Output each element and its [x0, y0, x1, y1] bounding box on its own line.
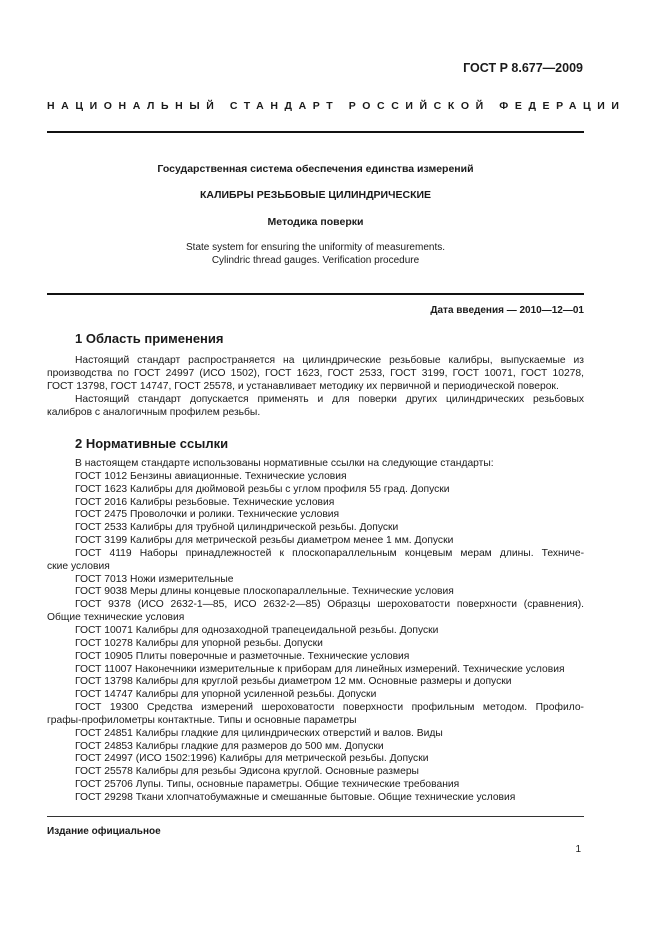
- national-standard-banner: НАЦИОНАЛЬНЫЙ СТАНДАРТ РОССИЙСКОЙ ФЕДЕРАЦИИ: [47, 100, 626, 112]
- reference-item: ГОСТ 24853 Калибры гладкие для размеров до 500 мм. Допуски: [75, 740, 384, 752]
- normative-references-list: [47, 458, 584, 805]
- reference-item: ГОСТ 7013 Ножи измерительные: [75, 573, 234, 585]
- reference-item: ГОСТ 1623 Калибры для дюймовой резьбы с углом профиля 55 град. Допуски: [75, 483, 450, 495]
- reference-item-continuation: графы-профилометры контактные. Типы и основные параметры: [47, 714, 357, 726]
- reference-item-continuation: Общие технические условия: [47, 612, 185, 624]
- reference-item: ГОСТ 29298 Ткани хлопчатобумажные и смешанные бытовые. Общие технические условия: [75, 791, 516, 803]
- reference-item-continuation: ские условия: [47, 560, 110, 572]
- reference-item: ГОСТ 10071 Калибры для однозаходной трапецеидальной резьбы. Допуски: [75, 624, 439, 636]
- footer-rule: [47, 816, 584, 817]
- reference-item: ГОСТ 13798 Калибры для круглой резьбы диаметром 12 мм. Основные размеры и допуски: [75, 676, 512, 688]
- text-line: калибров с аналогичным профилем резьбы.: [47, 407, 261, 418]
- section-1-paragraph-2: [47, 393, 584, 419]
- reference-item: ГОСТ 1012 Бензины авиационные. Технические условия: [75, 470, 347, 482]
- document-code: ГОСТ Р 8.677—2009: [463, 61, 583, 75]
- reference-item: ГОСТ 9038 Меры длины концевые плоскопараллельные. Технические условия: [75, 586, 454, 598]
- title-rule: [47, 293, 584, 295]
- section-1-paragraph-1: [47, 354, 584, 393]
- reference-item: ГОСТ 11007 Наконечники измерительные к приборам для линейных измерений. Технические условия: [75, 663, 565, 675]
- reference-item: ГОСТ 4119 Наборы принадлежностей к плоскопараллельным концевым мерам длины. Техниче-: [75, 547, 584, 559]
- section-2-heading: 2 Нормативные ссылки: [75, 436, 229, 451]
- english-title-line: Cylindric thread gauges. Verification procedure: [211, 255, 420, 266]
- document-title: КАЛИБРЫ РЕЗЬБОВЫЕ ЦИЛИНДРИЧЕСКИЕ: [199, 189, 432, 201]
- text-line: производства по ГОСТ 24997 (ИСО 1502), ГОСТ 1623, ГОСТ 2533, ГОСТ 3199, ГОСТ 10071, ГОСТ 10278,: [47, 368, 584, 379]
- reference-item: ГОСТ 25578 Калибры для резьбы Эдисона круглой. Основные размеры: [75, 766, 419, 778]
- reference-item: ГОСТ 19300 Средства измерений шероховатости поверхности профильным методом. Профило-: [75, 702, 584, 714]
- reference-item: ГОСТ 3199 Калибры для метрической резьбы диаметром менее 1 мм. Допуски: [75, 535, 454, 547]
- reference-item: ГОСТ 2533 Калибры для трубной цилиндрической резьбы. Допуски: [75, 522, 399, 534]
- reference-item: ГОСТ 10905 Плиты поверочные и разметочные. Технические условия: [75, 650, 410, 662]
- reference-item: ГОСТ 2475 Проволочки и ролики. Технические условия: [75, 509, 340, 521]
- reference-intro: В настоящем стандарте использованы нормативные ссылки на следующие стандарты:: [75, 458, 494, 469]
- top-rule: [47, 131, 584, 133]
- effective-date: Дата введения — 2010—12—01: [430, 305, 584, 316]
- english-title-line: State system for ensuring the uniformity of measurements.: [186, 242, 445, 253]
- reference-item: ГОСТ 14747 Калибры для упорной усиленной резьбы. Допуски: [75, 689, 377, 701]
- text-line: Настоящий стандарт допускается применять и для поверки других цилиндрических резьбовых: [75, 394, 584, 405]
- reference-item: ГОСТ 24851 Калибры гладкие для цилиндрических отверстий и валов. Виды: [75, 727, 443, 739]
- reference-item: ГОСТ 2016 Калибры резьбовые. Технические условия: [75, 496, 335, 508]
- document-subtitle: Методика поверки: [267, 216, 364, 228]
- text-line: ГОСТ 13798, ГОСТ 14747, ГОСТ 25578, и устанавливает методику их первичной и периодической поверок.: [47, 381, 559, 392]
- section-1-heading: 1 Область применения: [75, 331, 224, 346]
- english-title: [47, 241, 584, 267]
- reference-item: ГОСТ 10278 Калибры для упорной резьбы. Допуски: [75, 637, 323, 649]
- system-title: Государственная система обеспечения единства измерений: [157, 163, 474, 175]
- reference-item: ГОСТ 25706 Лупы. Типы, основные параметры. Общие технические требования: [75, 779, 460, 791]
- reference-item: ГОСТ 24997 (ИСО 1502:1996) Калибры для метрической резьбы. Допуски: [75, 753, 429, 765]
- text-line: Настоящий стандарт распространяется на цилиндрические резьбовые калибры, выпускаемые из: [75, 355, 584, 366]
- reference-item: ГОСТ 9378 (ИСО 2632-1—85, ИСО 2632-2—85) Образцы шероховатости поверхности (сравнения).: [75, 599, 584, 611]
- official-edition-label: Издание официальное: [47, 826, 161, 837]
- page-number: 1: [575, 844, 581, 855]
